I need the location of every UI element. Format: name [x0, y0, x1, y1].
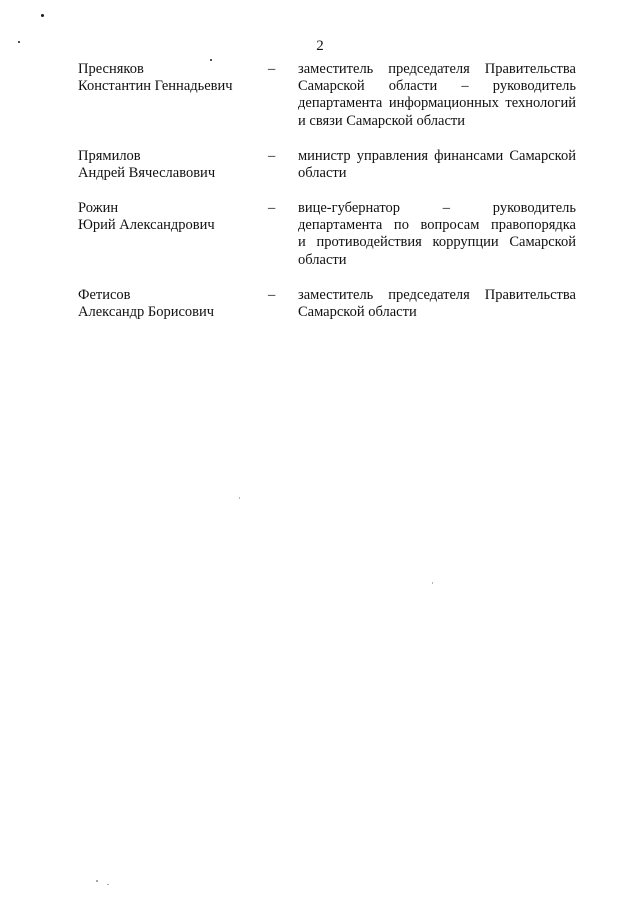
member-given-names: Юрий Александрович	[78, 217, 215, 234]
position-line: и противодействия коррупции Самарской	[298, 234, 576, 251]
member-surname: Фетисов	[78, 287, 131, 303]
position-line: департамента по вопросам правопорядка	[298, 217, 576, 234]
position-line: и связи Самарской области	[298, 112, 465, 129]
member-given-names: Константин Геннадьевич	[78, 78, 233, 95]
member-name	[78, 61, 263, 95]
page-number: 2	[316, 38, 324, 54]
separator-dash: –	[268, 148, 276, 164]
member-given-names: Александр Борисович	[78, 304, 215, 321]
position-line: Самарской области – руководитель	[298, 78, 576, 95]
member-name	[78, 148, 263, 182]
scan-speck	[107, 884, 109, 885]
position-line: заместитель председателя Правительства	[298, 61, 576, 77]
position-line: вице-губернатор – руководитель	[298, 200, 576, 216]
member-position	[298, 200, 576, 269]
scan-speck	[239, 497, 240, 499]
separator-dash: –	[268, 287, 276, 303]
member-surname: Пресняков	[78, 61, 144, 77]
separator-dash: –	[268, 61, 276, 77]
scan-speck	[96, 880, 98, 882]
member-position	[298, 148, 576, 182]
scan-speck	[41, 14, 44, 17]
position-line: области	[298, 251, 347, 268]
member-position	[298, 61, 576, 130]
member-surname: Прямилов	[78, 148, 141, 164]
member-name	[78, 200, 263, 234]
position-line: области	[298, 165, 347, 182]
member-position	[298, 287, 576, 321]
member-given-names: Андрей Вячеславович	[78, 165, 216, 182]
position-line: министр управления финансами Самарской	[298, 148, 576, 164]
member-name	[78, 287, 263, 321]
position-line: департамента информационных технологий	[298, 95, 576, 112]
separator-dash: –	[268, 200, 276, 216]
position-line: Самарской области	[298, 304, 417, 321]
member-surname: Рожин	[78, 200, 119, 216]
scan-speck	[432, 582, 433, 584]
position-line: заместитель председателя Правительства	[298, 287, 576, 303]
